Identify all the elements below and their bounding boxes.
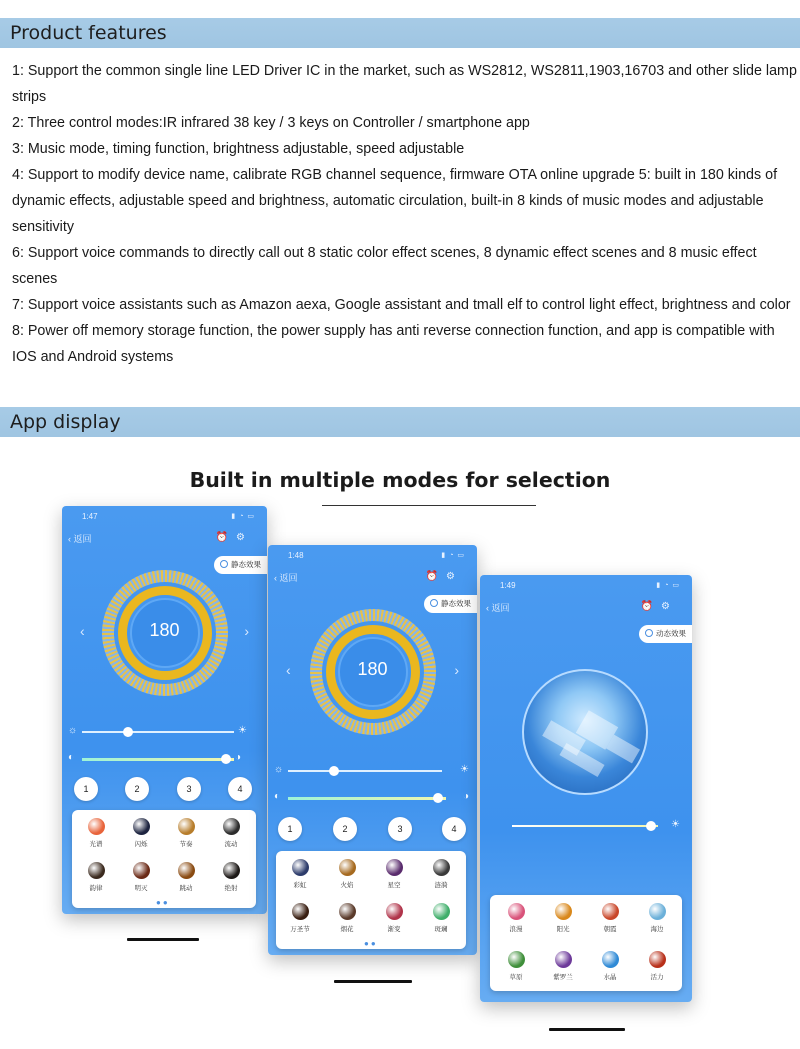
brightness-low-icon: ☼ [68, 725, 78, 736]
effect-thumbnail [433, 859, 450, 876]
effect-tile[interactable] [496, 903, 536, 933]
speed-slider[interactable] [288, 797, 446, 800]
mode-button-1[interactable]: 1 [74, 777, 98, 801]
effect-label: 跳动 [179, 885, 193, 892]
status-icons: ▮ ◔ ▭ [441, 552, 465, 559]
effect-thumbnail [508, 951, 525, 968]
title-underline [322, 505, 536, 506]
home-indicator [549, 1028, 625, 1031]
effect-label: 火焰 [340, 882, 354, 889]
effect-label: 流动 [224, 841, 238, 848]
effect-tile[interactable] [496, 951, 536, 981]
phone-screenshot-2 [268, 545, 477, 955]
effects-panel [72, 810, 256, 908]
effect-label: 绝射 [224, 885, 238, 892]
effect-tile[interactable] [421, 903, 461, 933]
effect-label: 明灭 [134, 885, 148, 892]
pill-icon [220, 560, 228, 568]
slider-knob[interactable] [221, 754, 231, 764]
effect-label: 水晶 [603, 974, 617, 981]
effect-thumbnail [133, 818, 150, 835]
effect-label: 星空 [387, 882, 401, 889]
effect-tile[interactable] [327, 903, 367, 933]
mode-button-4[interactable]: 4 [442, 817, 466, 841]
dynamic-effect-pill[interactable] [639, 625, 692, 643]
effect-label: 草原 [509, 974, 523, 981]
alarm-icon[interactable]: ⏰ [215, 532, 237, 543]
effect-thumbnail [602, 903, 619, 920]
status-time: 1:47 [82, 512, 98, 521]
effect-thumbnail [339, 903, 356, 920]
effect-tile[interactable] [211, 862, 251, 892]
dial-value: 180 [149, 620, 180, 640]
status-icons: ▮ ◔ ▭ [231, 513, 255, 520]
brightness-low-icon: ☼ [274, 764, 284, 775]
effect-label: 闪烁 [134, 841, 148, 848]
gear-icon[interactable]: ⚙ [446, 571, 463, 582]
effect-thumbnail [433, 903, 450, 920]
effect-thumbnail [649, 903, 666, 920]
slider-knob[interactable] [646, 821, 656, 831]
effect-thumbnail [649, 951, 666, 968]
brightness-high-icon: ☀ [671, 819, 680, 830]
showcase-title: Built in multiple modes for selection [189, 468, 611, 492]
mode-button-2[interactable]: 2 [333, 817, 357, 841]
feature-item: 2: Three control modes:IR infrared 38 key / 3 keys on Controller / smartphone app [12, 115, 530, 131]
pill-icon [430, 599, 438, 607]
home-indicator [334, 980, 412, 983]
effect-tile[interactable] [637, 903, 677, 933]
back-label: 返回 [73, 534, 92, 544]
home-indicator [127, 938, 199, 941]
effect-label: 烟花 [340, 926, 354, 933]
status-time: 1:48 [288, 551, 304, 560]
speed-slow-icon: ◐ [274, 791, 281, 802]
effect-label: 浪漫 [509, 926, 523, 933]
phone-screenshot-1 [62, 506, 267, 914]
status-icons: ▮ ◔ ▭ [656, 582, 680, 589]
effect-tile[interactable] [76, 818, 116, 848]
effect-thumbnail [178, 862, 195, 879]
chevron-left-icon[interactable]: ‹ [286, 662, 291, 678]
feature-item: 1: Support the common single line LED Driver IC in the market, such as WS2812, WS2811,1903,16703 and other slide lamp strips [12, 63, 797, 105]
effect-thumbnail [178, 818, 195, 835]
feature-item: 8: Power off memory storage function, the power supply has anti reverse connection function, and app is compatible with IOS and Android systems [12, 323, 775, 365]
speed-slider[interactable] [82, 758, 234, 761]
effect-tile[interactable] [421, 859, 461, 889]
effect-thumbnail [555, 903, 572, 920]
slider-knob[interactable] [123, 727, 133, 737]
back-label: 返回 [279, 573, 298, 583]
effect-label: 活力 [650, 974, 664, 981]
effect-tile[interactable] [637, 951, 677, 981]
alarm-icon[interactable]: ⏰ [425, 571, 447, 582]
effect-tile[interactable] [121, 862, 161, 892]
effect-thumbnail [292, 903, 309, 920]
effect-thumbnail [88, 862, 105, 879]
effect-thumbnail [223, 862, 240, 879]
pill-label: 静态效果 [231, 560, 261, 569]
effect-thumbnail [133, 862, 150, 879]
chevron-right-icon[interactable]: › [244, 623, 249, 639]
effect-tile[interactable] [590, 951, 630, 981]
effect-label: 彩虹 [293, 882, 307, 889]
feature-item: 3: Music mode, timing function, brightness adjustable, speed adjustable [12, 141, 465, 157]
effect-thumbnail [508, 903, 525, 920]
effect-tile[interactable] [374, 903, 414, 933]
effect-thumbnail [386, 903, 403, 920]
brightness-slider[interactable] [512, 825, 658, 827]
effect-dial[interactable] [102, 570, 228, 696]
back-label: 返回 [491, 603, 510, 613]
speed-fast-icon: ◑ [234, 752, 241, 763]
speed-slow-icon: ◐ [68, 752, 75, 763]
effect-label: 阳光 [556, 926, 570, 933]
effect-label: 渐变 [387, 926, 401, 933]
page-indicator: ●● [364, 939, 378, 948]
effect-label: 韵律 [89, 885, 103, 892]
mode-button-1[interactable]: 1 [278, 817, 302, 841]
gear-icon[interactable]: ⚙ [661, 601, 678, 612]
alarm-icon[interactable]: ⏰ [640, 601, 662, 612]
effect-label: 涟漪 [434, 882, 448, 889]
chevron-right-icon[interactable]: › [454, 662, 459, 678]
effect-thumbnail [386, 859, 403, 876]
effect-dial[interactable] [310, 609, 436, 735]
effect-label: 海边 [650, 926, 664, 933]
mode-button-4[interactable]: 4 [228, 777, 252, 801]
mode-button-3[interactable]: 3 [177, 777, 201, 801]
effect-label: 斑斓 [434, 926, 448, 933]
pill-label: 静态效果 [441, 599, 471, 608]
effect-tile[interactable] [211, 818, 251, 848]
effect-tile[interactable] [590, 903, 630, 933]
pill-icon [645, 629, 653, 637]
brightness-high-icon: ☀ [460, 764, 469, 775]
effect-thumbnail [339, 859, 356, 876]
pill-label: 动态效果 [656, 629, 686, 638]
back-button[interactable]: ‹ 返回 [274, 573, 298, 583]
back-button[interactable]: ‹ 返回 [486, 603, 510, 613]
effect-label: 万圣节 [290, 926, 310, 933]
brightness-slider[interactable] [288, 770, 442, 772]
effect-thumbnail [292, 859, 309, 876]
gear-icon[interactable]: ⚙ [236, 532, 253, 543]
effect-tile[interactable] [543, 903, 583, 933]
effects-panel [490, 895, 682, 991]
phone-screenshot-3 [480, 575, 692, 1002]
effect-tile[interactable] [543, 951, 583, 981]
effect-label: 朝霞 [603, 926, 617, 933]
brightness-high-icon: ☀ [238, 725, 247, 736]
app-display-header: App display [0, 407, 800, 437]
feature-item: 6: Support voice commands to directly call out 8 static color effect scenes, 8 dynamic effect scenes and 8 music effect scenes [12, 245, 757, 287]
effect-thumbnail [88, 818, 105, 835]
effect-tile[interactable] [76, 862, 116, 892]
effect-tile[interactable] [121, 818, 161, 848]
effect-label: 节奏 [179, 841, 193, 848]
crystal-scene-image [522, 669, 648, 795]
speed-fast-icon: ◑ [462, 791, 469, 802]
product-features-header: Product features [0, 18, 800, 48]
effect-tile[interactable] [166, 818, 206, 848]
brightness-slider[interactable] [82, 731, 234, 733]
dial-value: 180 [357, 659, 388, 679]
effect-tile[interactable] [327, 859, 367, 889]
effect-tile[interactable] [280, 859, 320, 889]
effect-thumbnail [223, 818, 240, 835]
chevron-left-icon[interactable]: ‹ [80, 623, 85, 639]
effect-thumbnail [555, 951, 572, 968]
effect-tile[interactable] [280, 903, 320, 933]
back-button[interactable]: ‹ 返回 [68, 534, 92, 544]
slider-knob[interactable] [433, 793, 443, 803]
effect-tile[interactable] [374, 859, 414, 889]
status-time: 1:49 [500, 581, 516, 590]
mode-button-2[interactable]: 2 [125, 777, 149, 801]
slider-knob[interactable] [329, 766, 339, 776]
feature-item: 7: Support voice assistants such as Amazon aexa, Google assistant and tmall elf to control light effect, brightness and color [12, 297, 791, 313]
page-indicator: ●● [156, 898, 170, 907]
feature-list [12, 58, 798, 370]
effect-tile[interactable] [166, 862, 206, 892]
feature-item: 4: Support to modify device name, calibrate RGB channel sequence, firmware OTA online upgrade 5: built in 180 kinds of dynamic effects, adjustable speed and brightness, automatic circulation, built-in 8 kinds of music modes and adjustable sensitivity [12, 167, 778, 235]
mode-button-3[interactable]: 3 [388, 817, 412, 841]
effect-label: 光谱 [89, 841, 103, 848]
effect-thumbnail [602, 951, 619, 968]
effect-label: 紫罗兰 [553, 974, 573, 981]
effects-panel [276, 851, 466, 949]
